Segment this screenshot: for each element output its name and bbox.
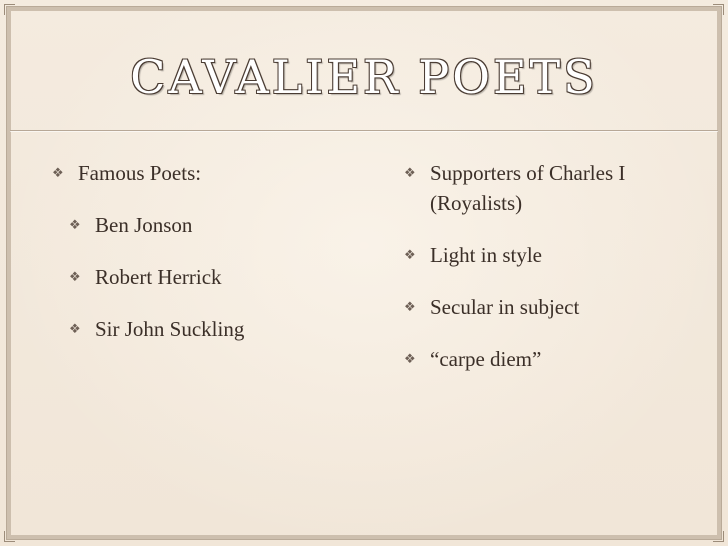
diamond-bullet-icon: ❖: [69, 217, 81, 232]
diamond-bullet-icon: ❖: [404, 247, 416, 262]
sub-bullet-text: Sir John Suckling: [95, 317, 245, 341]
diamond-bullet-icon: ❖: [69, 269, 81, 284]
frame-corner-ornament: [4, 531, 15, 542]
bullet-text: Secular in subject: [430, 295, 580, 319]
bullet-item: [404, 344, 704, 374]
sub-bullet-text: Ben Jonson: [95, 213, 193, 237]
frame-corner-ornament: [713, 4, 724, 15]
right-column: [404, 158, 704, 374]
bullet-text: “carpe diem”: [430, 347, 542, 371]
diamond-bullet-icon: ❖: [52, 165, 64, 180]
frame-corner-ornament: [4, 4, 15, 15]
left-column: [52, 158, 362, 344]
bullet-item: [404, 240, 704, 270]
slide-title: CAVALIER POETS: [130, 50, 598, 104]
diamond-bullet-icon: ❖: [404, 165, 416, 180]
sub-bullet-text: Robert Herrick: [95, 265, 222, 289]
diamond-bullet-icon: ❖: [404, 351, 416, 366]
bullet-text: Famous Poets:: [78, 161, 202, 185]
sub-bullet-item: [69, 210, 362, 240]
bullet-text: Supporters of Charles I (Royalists): [430, 161, 626, 215]
diamond-bullet-icon: ❖: [404, 299, 416, 314]
frame-corner-ornament: [713, 531, 724, 542]
bullet-item: [404, 292, 704, 322]
title-divider: [10, 130, 718, 132]
bullet-text: Light in style: [430, 243, 542, 267]
bullet-item: [404, 158, 704, 218]
bullet-item: [52, 158, 362, 188]
diamond-bullet-icon: ❖: [69, 321, 81, 336]
sub-bullet-item: [69, 314, 362, 344]
sub-bullet-item: [69, 262, 362, 292]
